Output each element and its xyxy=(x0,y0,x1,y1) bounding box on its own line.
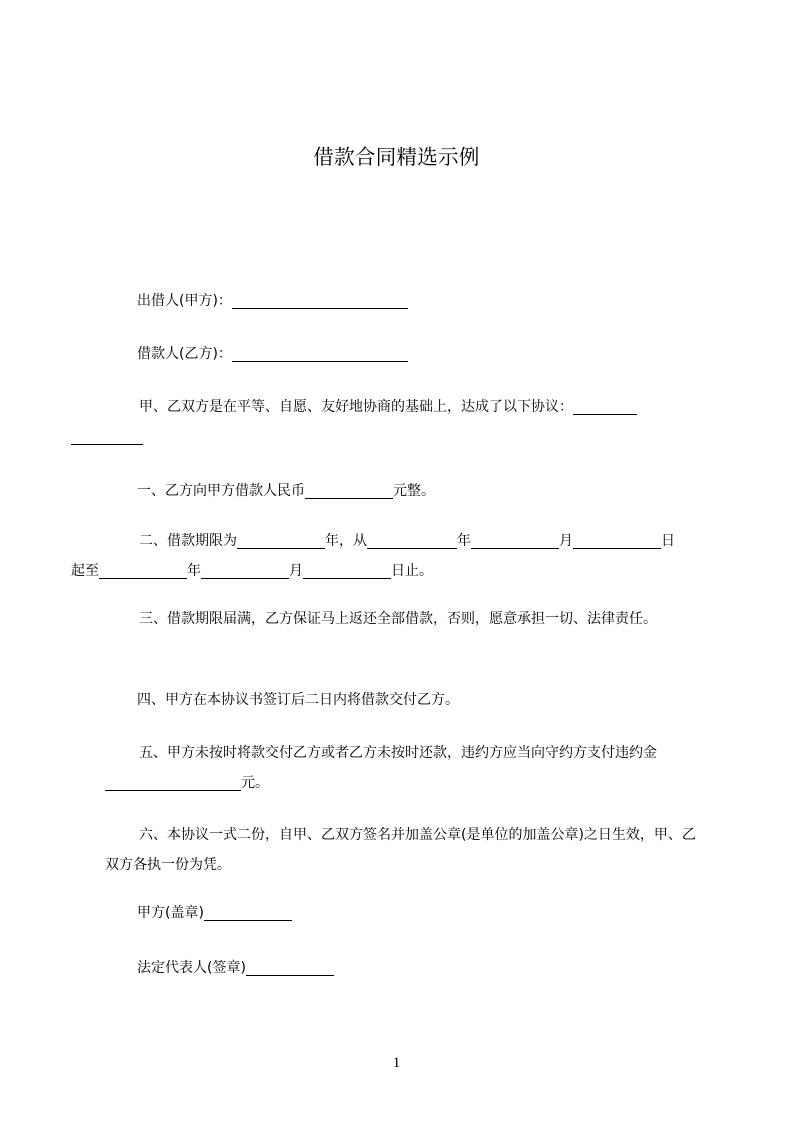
start-year-blank[interactable] xyxy=(367,531,457,549)
party-a-signature-line xyxy=(105,898,703,928)
term-years-blank[interactable] xyxy=(237,531,325,549)
borrower-blank[interactable] xyxy=(232,344,408,362)
clause-1-text: 一、乙方向甲方借款人民币 xyxy=(137,483,305,499)
clause-1 xyxy=(105,476,703,506)
clause-2-until: 起至 xyxy=(71,563,99,579)
legal-rep-blank[interactable] xyxy=(246,958,334,976)
borrower-line xyxy=(105,339,703,369)
lender-label: 出借人(甲方)： xyxy=(137,293,232,309)
document-title: 借款合同精选示例 xyxy=(313,145,480,169)
intro-blank[interactable] xyxy=(573,397,637,415)
clause-5-suffix: 元。 xyxy=(241,775,269,791)
clause-2-end-month: 月 xyxy=(289,563,303,579)
clause-2-year: 年 xyxy=(457,533,471,549)
clause-5-text: 五、甲方未按时将款交付乙方或者乙方未按时还款，违约方应当向守约方支付违约金 xyxy=(139,745,657,761)
clause-1-suffix: 元整。 xyxy=(393,483,435,499)
lender-blank[interactable] xyxy=(232,291,408,309)
intro-paragraph xyxy=(105,392,703,452)
clause-2-end-year: 年 xyxy=(187,563,201,579)
clause-3: 三、借款期限届满，乙方保证马上返还全部借款，否则，愿意承担一切、法律责任。 xyxy=(139,611,657,627)
clause-2-end-day: 日止。 xyxy=(391,563,433,579)
legal-rep-label: 法定代表人(签章) xyxy=(137,960,246,976)
lender-line xyxy=(105,286,703,316)
legal-rep-signature-line xyxy=(105,953,703,983)
clause-5 xyxy=(105,738,703,798)
intro-blank-2[interactable] xyxy=(71,427,143,445)
clause-4: 四、甲方在本协议书签订后二日内将借款交付乙方。 xyxy=(137,692,459,708)
clause-6: 六、本协议一式二份，自甲、乙双方签名并加盖公章(是单位的加盖公章)之日生效，甲、乙双方各执一份为凭。 xyxy=(105,827,696,873)
clause-2-text: 二、借款期限为 xyxy=(139,533,237,549)
clause-2-day: 日 xyxy=(661,533,675,549)
end-day-blank[interactable] xyxy=(303,561,391,579)
amount-blank[interactable] xyxy=(305,481,393,499)
start-day-blank[interactable] xyxy=(573,531,661,549)
clause-2-month: 月 xyxy=(559,533,573,549)
penalty-blank[interactable] xyxy=(105,773,241,791)
clause-2-year-from: 年，从 xyxy=(325,533,367,549)
end-year-blank[interactable] xyxy=(99,561,187,579)
end-month-blank[interactable] xyxy=(201,561,289,579)
borrower-label: 借款人(乙方)： xyxy=(137,346,232,362)
page-number: 1 xyxy=(392,1055,401,1071)
party-a-seal-label: 甲方(盖章) xyxy=(137,905,204,921)
party-a-seal-blank[interactable] xyxy=(204,903,292,921)
start-month-blank[interactable] xyxy=(471,531,559,549)
intro-text: 甲、乙双方是在平等、自愿、友好地协商的基础上，达成了以下协议： xyxy=(139,399,573,415)
clause-2 xyxy=(71,526,703,586)
